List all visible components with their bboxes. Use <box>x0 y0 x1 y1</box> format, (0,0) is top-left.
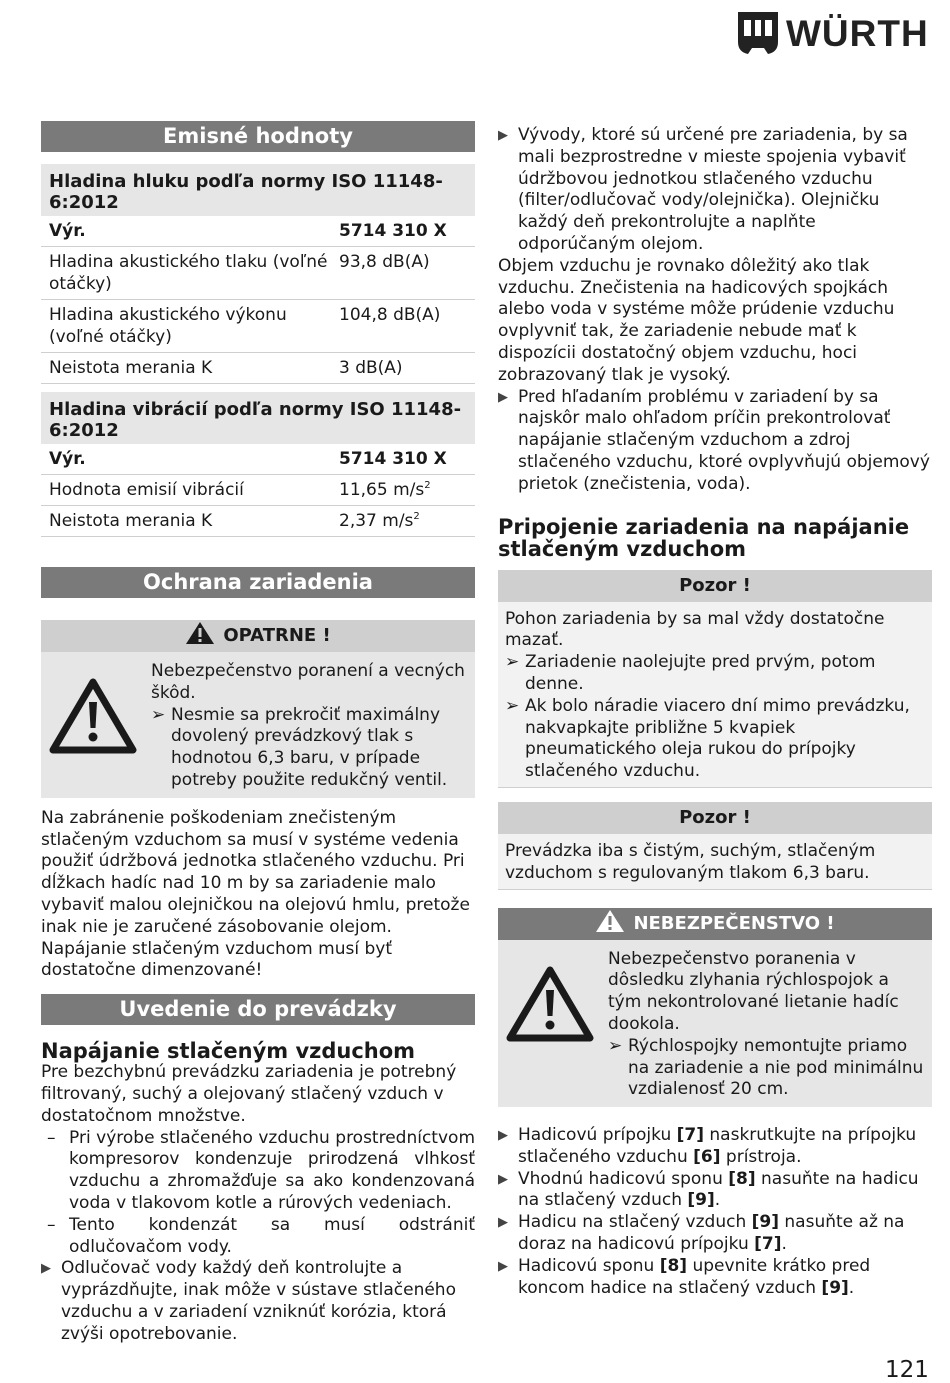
step-item: ▶ Hadicu na stlačený vzduch [9] nasuňte až na doraz na hadicovú prípojku [7]. <box>498 1212 905 1255</box>
table-cell-label: Výr. <box>49 221 86 241</box>
subheading-pripojenie: Pripojenie zariadenia na napájanie stlačeným vzduchom <box>498 514 910 561</box>
bullet-triangle-icon: ▶ <box>498 389 508 405</box>
table-row <box>41 247 475 300</box>
table-row <box>41 353 475 384</box>
danger-body <box>498 940 932 1108</box>
table-row <box>41 506 475 537</box>
note-title: Pozor ! <box>498 570 932 602</box>
table-cell-value: 104,8 dB(A) <box>339 305 441 325</box>
table-cell-value: 3 dB(A) <box>339 358 403 378</box>
section-header-emisne: Emisné hodnoty <box>41 121 475 152</box>
protection-paragraph: Na zabránenie poškodeniam znečisteným stlačeným vzduchom sa musí v systéme vedenia použiť údržbová jednotka stlačeného vzduchu. Pri dĺžkach hadíc nad 10 m by sa zariadenie malo vybaviť malou olejničkou na olejovú hmlu, pretože inak nie je zaručené zásobovanie olejom. Napájanie stlačeným vzduchom musí byť dostatočne dimenzované! <box>41 807 470 981</box>
section-header-ochrana: Ochrana zariadenia <box>41 567 475 598</box>
air-volume-paragraph: Objem vzduchu je rovnako dôležitý ako tlak vzduchu. Znečistenia na hadicových spojkách alebo voda v systéme môže prúdenie vzduchu ovplyvniť tak, že zariadenie nebude mať k dispozícii dostatočný objem vzduchu, hoci zobrazovaný tlak je vysoký. <box>498 255 895 385</box>
bullet-item: ▶ Pred hľadaním problému v zariadení by sa najskôr malo ohľadom príčin prekontrolovať napájanie stlačeným vzduchom a zdroj stlačeného vzduchu, ktoré ovplyvňujú objemový prietok (znečistenia, voda). <box>498 386 930 494</box>
note-box-lubrication <box>498 570 932 788</box>
note-box-air-quality <box>498 802 932 890</box>
arrow-marker-icon: ➢ <box>608 1035 623 1056</box>
table-cell-label: Hodnota emisií vibrácií <box>49 480 244 500</box>
dash-item: – Tento kondenzát sa musí odstrániť odlučovačom vody. <box>47 1214 475 1257</box>
noise-table <box>41 216 475 384</box>
bullet-triangle-icon: ▶ <box>498 1215 508 1231</box>
warning-triangle-icon <box>595 909 625 933</box>
vibration-table-heading: Hladina vibrácií podľa normy ISO 11148-6:2012 <box>41 392 475 444</box>
table-cell-value: 93,8 dB(A) <box>339 252 430 272</box>
logo-wordmark: WÜRTH <box>786 13 929 54</box>
caution-title-text: OPATRNE ! <box>223 625 331 646</box>
page-number: 121 <box>885 1357 929 1383</box>
right-column <box>498 125 932 1299</box>
arrow-marker-icon: ➢ <box>505 652 520 673</box>
wurth-emblem-icon <box>738 12 778 56</box>
connection-steps <box>498 1125 932 1299</box>
part-reference: [9] <box>751 1212 779 1233</box>
table-cell-label: Neistota merania K <box>49 358 213 378</box>
bullet-triangle-icon: ▶ <box>498 1171 508 1187</box>
left-column <box>41 121 475 1346</box>
table-row <box>41 300 475 353</box>
table-row <box>41 475 475 506</box>
caution-box <box>41 620 475 798</box>
step-item: ▶ Hadicovú prípojku [7] naskrutkujte na prípojku stlačeného vzduchu [6] prístroja. <box>498 1125 917 1167</box>
caution-item: ➢ Nesmie sa prekročiť maximálny dovolený prevádzkový tlak s hodnotou 6,3 baru, v prípade potreby použite redukčný ventil. <box>151 704 448 790</box>
part-reference: [9] <box>821 1277 849 1298</box>
part-reference: [8] <box>728 1168 756 1189</box>
table-cell-value: 5714 310 X <box>339 221 447 241</box>
dash-item: – Pri výrobe stlačeného vzduchu prostredníctvom kompresorov kondenzuje prirodzená vlhkosť vzduchu a zhromažďuje sa ako kondenzovaná voda v tlakovom kotle a rúrových vedeniach. <box>47 1127 475 1213</box>
wurth-logo <box>738 12 934 56</box>
arrow-marker-icon: ➢ <box>151 704 166 725</box>
note-text: Prevádzka iba s čistým, suchým, stlačeným vzduchom s regulovaným tlakom 6,3 baru. <box>505 840 876 883</box>
danger-item: ➢ Rýchlospojky nemontujte priamo na zariadenie a nie pod minimálnu vzdialenosť 20 cm. <box>608 1035 924 1100</box>
table-row <box>41 216 475 247</box>
noise-table-heading: Hladina hluku podľa normy ISO 11148-6:2012 <box>41 164 475 216</box>
table-cell-label: Výr. <box>49 449 86 469</box>
note-text: Pohon zariadenia by sa mal vždy dostatočne mazať. <box>505 608 885 651</box>
intro-paragraph: Pre bezchybnú prevádzku zariadenia je potrebný filtrovaný, suchý a olejovaný stlačený vzduch v dostatočnom množstve. <box>41 1062 457 1126</box>
step-item: ▶ Vhodnú hadicovú sponu [8] nasuňte na hadicu na stlačený vzduch [9]. <box>498 1168 919 1211</box>
note-item: ➢ Ak bolo náradie viacero dní mimo prevádzku, nakvapkajte približne 5 kvapiek pneumatického oleja rukou do prípojky stlačeného vzduchu. <box>505 695 910 782</box>
warning-triangle-icon <box>185 621 215 645</box>
table-row <box>41 444 475 475</box>
danger-title <box>498 908 932 940</box>
table-cell-label: Hladina akustického výkonu (voľné otáčky) <box>49 305 287 347</box>
note-title: Pozor ! <box>498 802 932 834</box>
table-cell-value: 11,65 $m/s^2$ <box>339 480 431 500</box>
caution-title <box>41 620 475 652</box>
arrow-marker-icon: ➢ <box>505 695 520 716</box>
warning-triangle-icon <box>506 964 594 1044</box>
part-reference: [7] <box>754 1234 782 1255</box>
bullet-item: ▶ Vývody, ktoré sú určené pre zariadenia, by sa mali bezprostredne v mieste spojenia vybaviť údržbovou jednotkou stlačeného vzduchu (filter/odlučovač vody/olejnička). Olejničku každý deň prekontrolujte a naplňte odporúčaným olejom. <box>498 125 908 254</box>
part-reference: [9] <box>687 1190 715 1211</box>
step-item: ▶ Hadicovú sponu [8] upevnite krátko pred koncom hadice na stlačený vzduch [9]. <box>498 1255 871 1298</box>
danger-box <box>498 908 932 1108</box>
part-reference: [6] <box>693 1146 721 1167</box>
table-cell-value: 2,37 $m/s^2$ <box>339 511 420 531</box>
vibration-table <box>41 444 475 537</box>
caution-text: Nebezpečenstvo poranení a vecných škôd. <box>151 661 465 703</box>
subheading-napajanie: Napájanie stlačeným vzduchom <box>41 1039 416 1064</box>
part-reference: [7] <box>676 1125 704 1146</box>
warning-triangle-icon <box>49 676 137 756</box>
bullet-item: ▶ Odlučovač vody každý deň kontrolujte a vyprázdňujte, inak môže v sústave stlačeného vzduchu a v zariadení vzniknúť korózia, ktorá zvýši opotrebovanie. <box>41 1258 456 1344</box>
bullet-triangle-icon: ▶ <box>498 128 508 143</box>
part-reference: [8] <box>659 1255 688 1276</box>
table-cell-label: Neistota merania K <box>49 511 213 531</box>
caution-body <box>41 652 475 798</box>
danger-title-text: NEBEZPEČENSTVO ! <box>633 912 835 934</box>
note-item: ➢ Zariadenie naolejujte pred prvým, potom denne. <box>505 652 876 694</box>
bullet-triangle-icon: ▶ <box>41 1261 51 1277</box>
table-cell-label: Hladina akustického tlaku (voľné otáčky) <box>49 252 328 294</box>
bullet-triangle-icon: ▶ <box>498 1128 508 1144</box>
section-header-uvedenie: Uvedenie do prevádzky <box>41 994 475 1025</box>
table-cell-value: 5714 310 X <box>339 449 447 469</box>
bullet-triangle-icon: ▶ <box>498 1258 508 1274</box>
danger-text: Nebezpečenstvo poranenia v dôsledku zlyhania rýchlospojok a tým nekontrolované lietanie hadíc dookola. <box>608 948 899 1034</box>
